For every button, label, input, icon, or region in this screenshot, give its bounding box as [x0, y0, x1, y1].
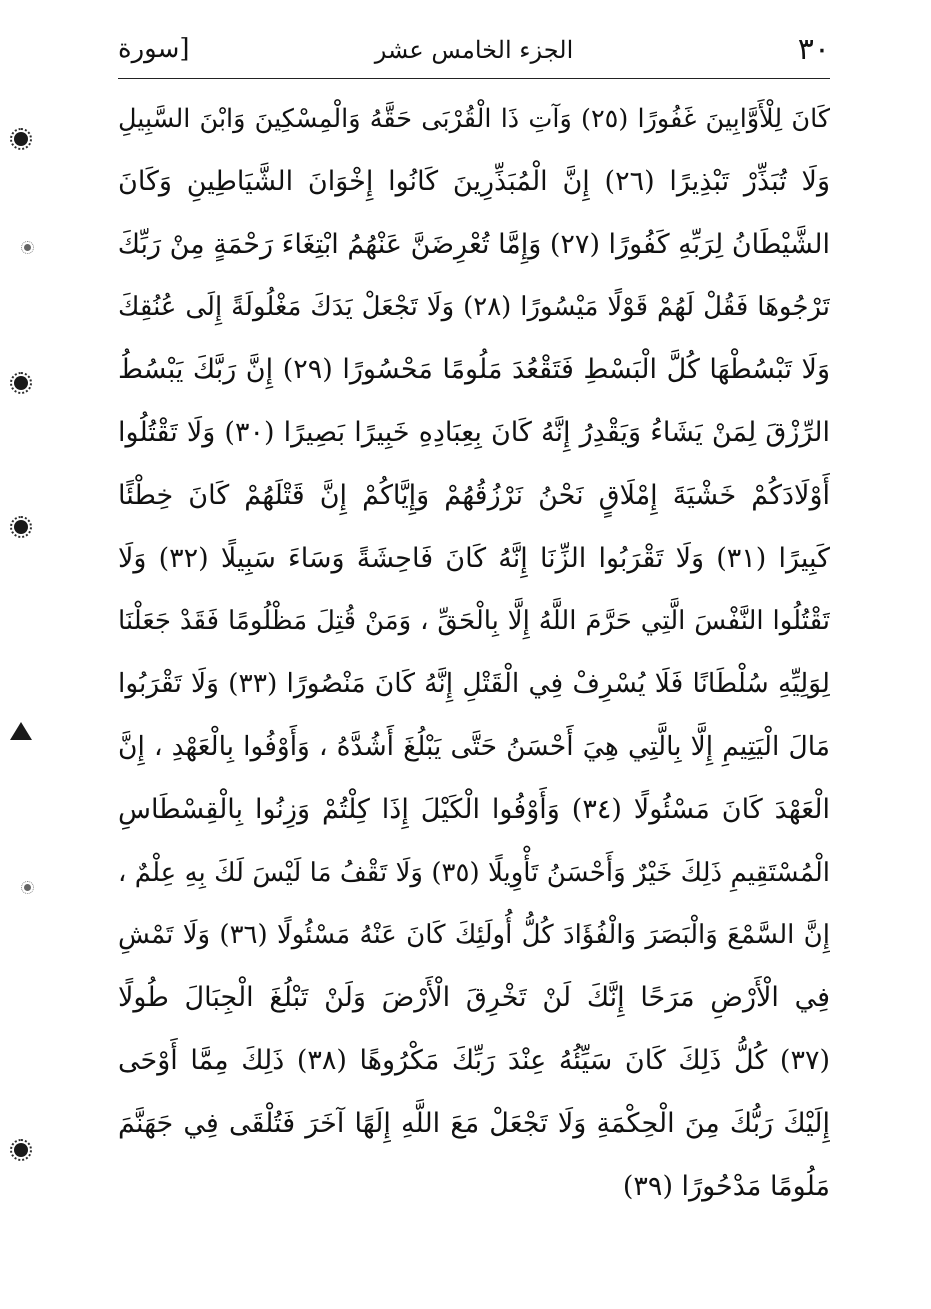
text-line: وَلَا تَبْسُطْهَا كُلَّ الْبَسْطِ فَتَقْعُدَ مَلُومًا مَحْسُورًا (٢٩) إِنَّ رَبَّكَ يَبْسُطُ	[118, 354, 830, 386]
page-number: ٣٠	[797, 32, 830, 67]
text-line: الْعَهْدَ كَانَ مَسْئُولًا (٣٤) وَأَوْفُوا الْكَيْلَ إِذَا كِلْتُمْ وَزِنُوا بِالْقِسْطَاسِ	[118, 793, 830, 825]
text-line: الشَّيْطَانُ لِرَبِّهِ كَفُورًا (٢٧) وَإِمَّا تُعْرِضَنَّ عَنْهُمُ ابْتِغَاءَ رَحْمَةٍ مِنْ رَبِّكَ	[118, 228, 830, 260]
text-line: وَلَا تُبَذِّرْ تَبْذِيرًا (٢٦) إِنَّ الْمُبَذِّرِينَ كَانُوا إِخْوَانَ الشَّيَاطِينِ وَكَانَ	[118, 165, 830, 197]
text-line: (٣٧) كُلُّ ذَلِكَ كَانَ سَيِّئُهُ عِنْدَ رَبِّكَ مَكْرُوهًا (٣٨) ذَلِكَ مِمَّا أَوْحَى	[118, 1044, 830, 1076]
text-line: كَانَ لِلْأَوَّابِينَ غَفُورًا (٢٥) وَآتِ ذَا الْقُرْبَى حَقَّهُ وَالْمِسْكِينَ وَابْنَ السَّبِيلِ	[118, 104, 830, 134]
text-line: مَلُومًا مَدْحُورًا (٣٩)	[622, 1170, 830, 1202]
header-divider	[118, 78, 830, 79]
text-line: مَالَ الْيَتِيمِ إِلَّا بِالَّتِي هِيَ أَحْسَنُ حَتَّى يَبْلُغَ أَشُدَّهُ ، وَأَوْفُوا بِالْعَهْدِ ، إِنَّ	[118, 730, 830, 762]
text-line: أَوْلَادَكُمْ خَشْيَةَ إِمْلَاقٍ نَحْنُ نَرْزُقُهُمْ وَإِيَّاكُمْ إِنَّ قَتْلَهُمْ كَانَ خِطْئًا	[118, 479, 830, 511]
margin-ornament-icon	[24, 244, 31, 251]
margin-ornament-icon	[10, 722, 32, 740]
running-title: الجزء الخامس عشر	[374, 36, 574, 64]
text-line: تَرْجُوهَا فَقُلْ لَهُمْ قَوْلًا مَيْسُورًا (٢٨) وَلَا تَجْعَلْ يَدَكَ مَغْلُولَةً إِلَى عُنُقِكَ	[118, 292, 830, 323]
page-header	[118, 30, 830, 74]
text-line: فِي الْأَرْضِ مَرَحًا إِنَّكَ لَنْ تَخْرِقَ الْأَرْضَ وَلَنْ تَبْلُغَ الْجِبَالَ طُولًا	[118, 982, 830, 1014]
margin-ornament-icon	[14, 132, 28, 146]
margin-ornament-icon	[24, 884, 31, 891]
text-line: الرِّزْقَ لِمَنْ يَشَاءُ وَيَقْدِرُ إِنَّهُ كَانَ بِعِبَادِهِ خَبِيرًا بَصِيرًا (٣٠) وَلَا تَقْتُلُوا	[118, 416, 830, 448]
text-line: كَبِيرًا (٣١) وَلَا تَقْرَبُوا الزِّنَا إِنَّهُ كَانَ فَاحِشَةً وَسَاءَ سَبِيلًا (٣٢) وَلَا	[118, 542, 830, 574]
quran-text-block	[118, 88, 830, 1218]
text-line: إِنَّ السَّمْعَ وَالْبَصَرَ وَالْفُؤَادَ كُلُّ أُولَئِكَ كَانَ عَنْهُ مَسْئُولًا (٣٦) وَلَا تَمْشِ	[118, 920, 830, 951]
text-line: تَقْتُلُوا النَّفْسَ الَّتِي حَرَّمَ اللَّهُ إِلَّا بِالْحَقِّ ، وَمَنْ قُتِلَ مَظْلُومًا فَقَدْ جَعَلْنَا	[118, 606, 830, 637]
text-line: لِوَلِيِّهِ سُلْطَانًا فَلَا يُسْرِفْ فِي الْقَتْلِ إِنَّهُ كَانَ مَنْصُورًا (٣٣) وَلَا تَقْرَبُوا	[118, 668, 830, 700]
margin-ornament-icon	[14, 376, 28, 390]
text-line: إِلَيْكَ رَبُّكَ مِنَ الْحِكْمَةِ وَلَا تَجْعَلْ مَعَ اللَّهِ إِلَهًا آخَرَ فَتُلْقَى فِي جَهَنَّمَ	[118, 1107, 830, 1139]
margin-ornament-icon	[14, 1143, 28, 1157]
surah-label: [سورة	[118, 34, 190, 64]
text-line: الْمُسْتَقِيمِ ذَلِكَ خَيْرٌ وَأَحْسَنُ تَأْوِيلًا (٣٥) وَلَا تَقْفُ مَا لَيْسَ لَكَ بِهِ عِلْمٌ ،	[118, 857, 830, 888]
margin-ornament-icon	[14, 520, 28, 534]
